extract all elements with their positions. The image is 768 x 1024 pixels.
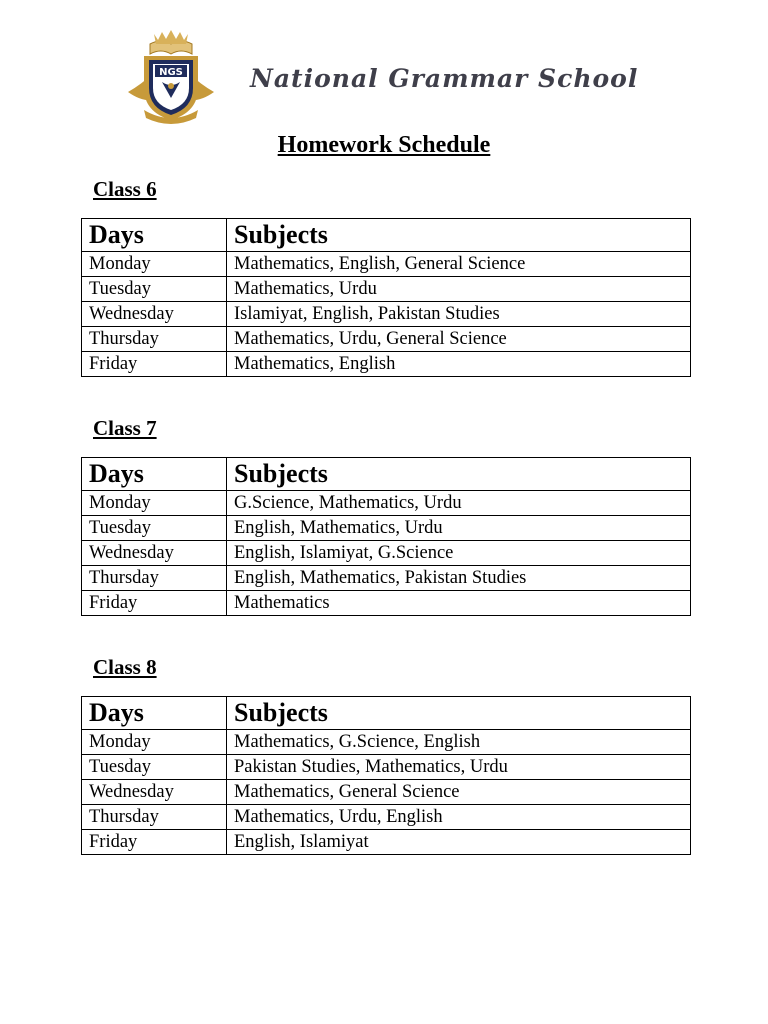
day-cell: Tuesday: [82, 277, 227, 302]
table-row: [82, 755, 691, 780]
school-name: National Grammar School: [250, 64, 639, 93]
table-row: [82, 591, 691, 616]
subjects-cell: Mathematics: [227, 591, 691, 616]
table-header-row: [82, 219, 691, 252]
table-row: [82, 352, 691, 377]
table-header-row: [82, 697, 691, 730]
table-row: [82, 780, 691, 805]
day-cell: Wednesday: [82, 780, 227, 805]
ngs-crest-icon: [122, 26, 220, 126]
table-row: [82, 805, 691, 830]
subjects-cell: Mathematics, Urdu: [227, 277, 691, 302]
class-heading: Class 6: [93, 177, 157, 201]
subjects-cell: English, Mathematics, Urdu: [227, 516, 691, 541]
class-heading: Class 7: [93, 416, 157, 440]
day-cell: Thursday: [82, 805, 227, 830]
table-row: [82, 277, 691, 302]
day-cell: Wednesday: [82, 302, 227, 327]
day-cell: Friday: [82, 591, 227, 616]
day-cell: Tuesday: [82, 755, 227, 780]
schedule-table: [81, 696, 691, 855]
table-row: [82, 302, 691, 327]
day-cell: Friday: [82, 830, 227, 855]
column-header-days: Days: [82, 458, 227, 491]
class-heading: Class 8: [93, 655, 157, 679]
day-cell: Monday: [82, 252, 227, 277]
svg-text:NGS: NGS: [159, 67, 183, 78]
subjects-cell: Mathematics, Urdu, English: [227, 805, 691, 830]
subjects-cell: Islamiyat, English, Pakistan Studies: [227, 302, 691, 327]
table-row: [82, 830, 691, 855]
subjects-cell: Mathematics, Urdu, General Science: [227, 327, 691, 352]
schedule-table: [81, 457, 691, 616]
table-row: [82, 491, 691, 516]
column-header-days: Days: [82, 697, 227, 730]
subjects-cell: English, Islamiyat: [227, 830, 691, 855]
day-cell: Thursday: [82, 327, 227, 352]
column-header-subjects: Subjects: [227, 697, 691, 730]
day-cell: Thursday: [82, 566, 227, 591]
subjects-cell: Mathematics, G.Science, English: [227, 730, 691, 755]
table-row: [82, 327, 691, 352]
page-title: Homework Schedule: [277, 132, 491, 158]
subjects-cell: English, Islamiyat, G.Science: [227, 541, 691, 566]
subjects-cell: G.Science, Mathematics, Urdu: [227, 491, 691, 516]
table-row: [82, 566, 691, 591]
subjects-cell: Pakistan Studies, Mathematics, Urdu: [227, 755, 691, 780]
column-header-subjects: Subjects: [227, 219, 691, 252]
subjects-cell: English, Mathematics, Pakistan Studies: [227, 566, 691, 591]
day-cell: Friday: [82, 352, 227, 377]
table-row: [82, 252, 691, 277]
day-cell: Monday: [82, 730, 227, 755]
column-header-subjects: Subjects: [227, 458, 691, 491]
subjects-cell: Mathematics, General Science: [227, 780, 691, 805]
subjects-cell: Mathematics, English, General Science: [227, 252, 691, 277]
column-header-days: Days: [82, 219, 227, 252]
subjects-cell: Mathematics, English: [227, 352, 691, 377]
day-cell: Tuesday: [82, 516, 227, 541]
day-cell: Wednesday: [82, 541, 227, 566]
table-header-row: [82, 458, 691, 491]
table-row: [82, 730, 691, 755]
day-cell: Monday: [82, 491, 227, 516]
schedule-table: [81, 218, 691, 377]
table-row: [82, 541, 691, 566]
table-row: [82, 516, 691, 541]
